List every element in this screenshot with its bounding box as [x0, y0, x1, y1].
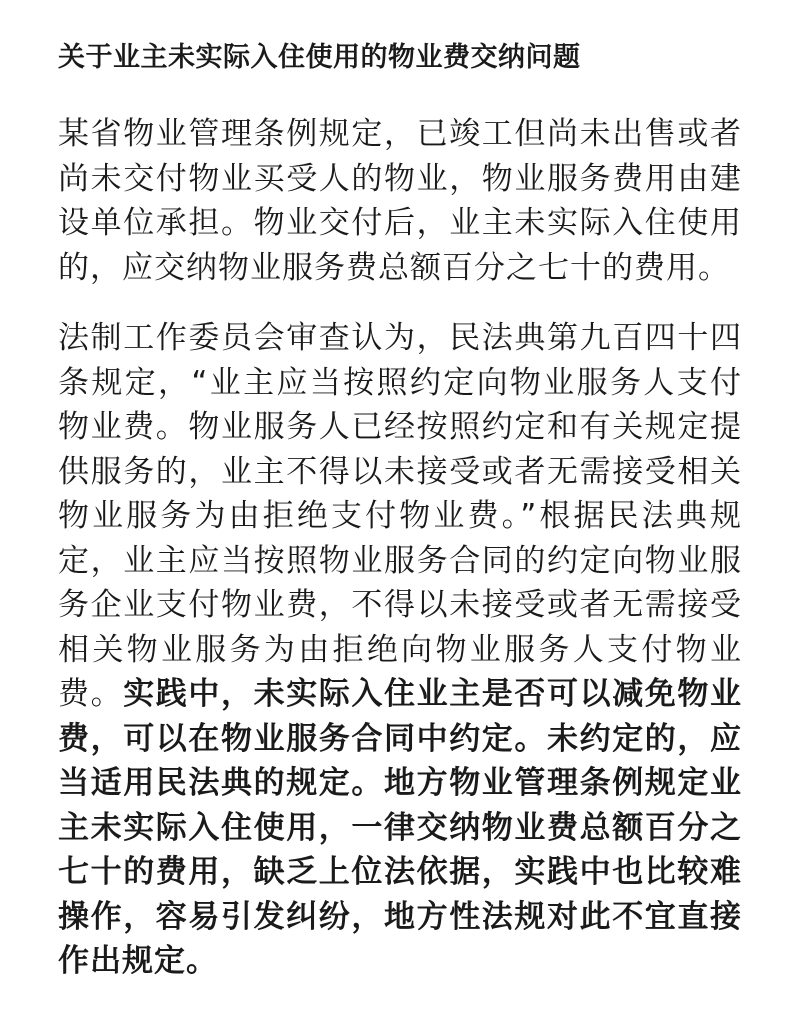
- paragraph-text: 法制工作委员会审查认为，民法典第九百四十四条规定，“业主应当按照约定向物业服务人支付物业费。物业服务人已经按照约定和有关规定提供服务的，业主不得以未接受或者无需接受相关物业服务为由拒绝支付物业费。”根据民法典规定，业主应当按照物业服务合同的约定向物业服务企业支付物业费，不得以未接受或者无需接受相关物业服务为由拒绝向物业服务人支付物业费。: [58, 320, 742, 712]
- document-title: 关于业主未实际入住使用的物业费交纳问题: [58, 42, 581, 73]
- paragraph-text: 某省物业管理条例规定，已竣工但尚未出售或者尚未交付物业买受人的物业，物业服务费用由建设单位承担。物业交付后，业主未实际入住使用的，应交纳物业服务费总额百分之七十的费用。: [58, 116, 742, 286]
- paragraph-bold-conclusion: 实践中，未实际入住业主是否可以减免物业费，可以在物业服务合同中约定。未约定的，应当适用民法典的规定。地方物业管理条例规定业主未实际入住使用，一律交纳物业费总额百分之七十的费用，缺乏上位法依据，实践中也比较难操作，容易引发纠纷，地方性法规对此不宜直接作出规定。: [58, 676, 743, 979]
- paragraph-committee-review: [58, 316, 742, 984]
- paragraph-provincial-regulation: [58, 112, 742, 290]
